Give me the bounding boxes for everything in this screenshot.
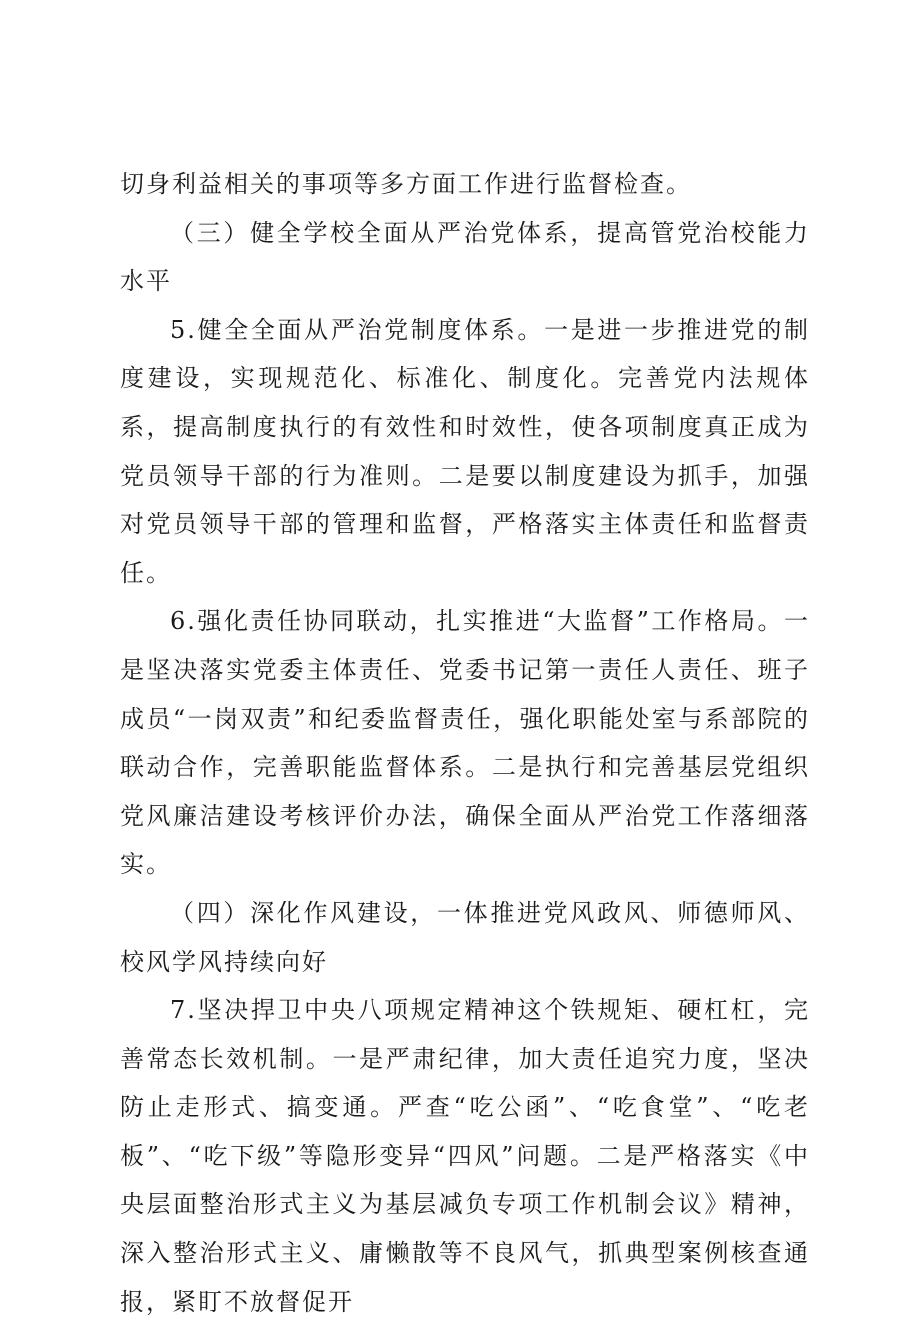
document-body — [120, 160, 810, 1326]
paragraph-continuation: 切身利益相关的事项等多方面工作进行监督检查。 — [120, 170, 692, 198]
paragraph-item-6: 6.强化责任协同联动，扎实推进“大监督”工作格局。一是坚决落实党委主体责任、党委书记第一责任人责任、班子成员“一岗双责”和纪委监督责任，强化职能处室与系部院的联动合作，完善职能监督体系。二是执行和完善基层党组织党风廉洁建设考核评价办法，确保全面从严治党工作落细落实。 — [120, 607, 810, 879]
section-heading-3: （三）健全学校全面从严治党体系，提高管党治校能力水平 — [120, 218, 810, 296]
paragraph-item-5: 5.健全全面从严治党制度体系。一是进一步推进党的制度建设，实现规范化、标准化、制度化。完善党内法规体系，提高制度执行的有效性和时效性，使各项制度真正成为党员领导干部的行为准则。二是要以制度建设为抓手，加强对党员领导干部的管理和监督，严格落实主体责任和监督责任。 — [120, 315, 810, 587]
paragraph-item-7: 7.坚决捍卫中央八项规定精神这个铁规矩、硬杠杠，完善常态长效机制。一是严肃纪律，加大责任追究力度，坚决防止走形式、搞变通。严查“吃公函”、“吃食堂”、“吃老板”、“吃下级”等隐形变异“四风”问题。二是严格落实《中央层面整治形式主义为基层减负专项工作机制会议》精神，深入整治形式主义、庸懒散等不良风气，抓典型案例核查通报，紧盯不放督促开 — [120, 996, 810, 1316]
section-heading-4: （四）深化作风建设，一体推进党风政风、师德师风、校风学风持续向好 — [120, 898, 810, 976]
